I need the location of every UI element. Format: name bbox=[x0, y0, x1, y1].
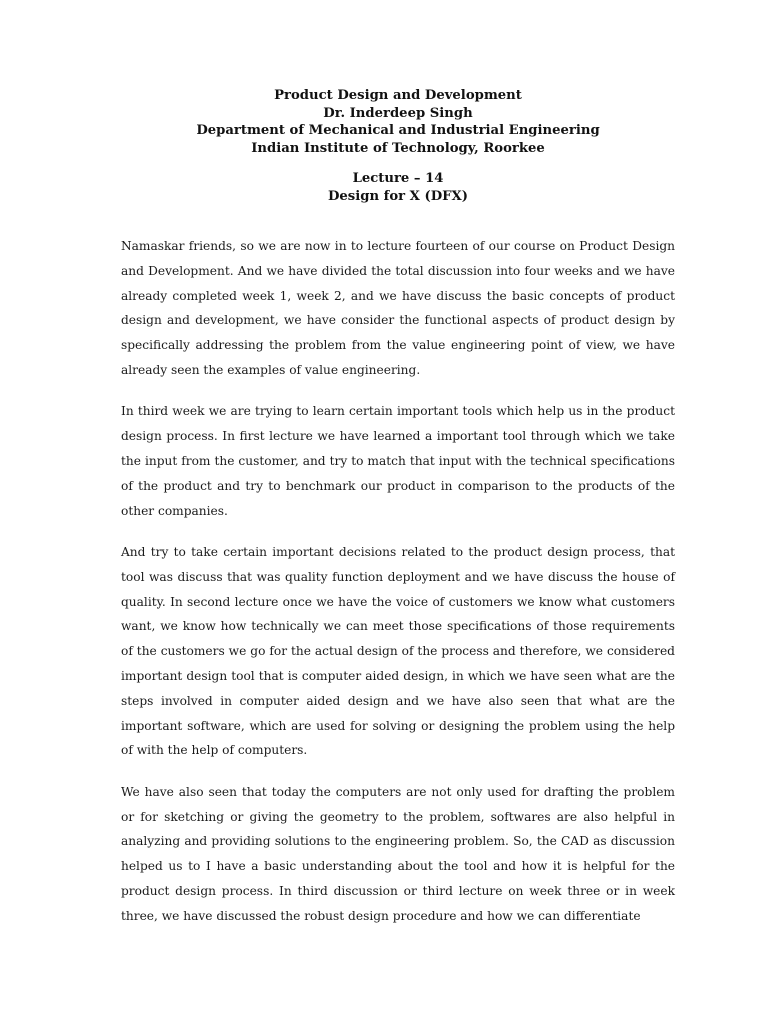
body-text bbox=[121, 234, 675, 945]
paragraph: And try to take certain important decisions related to the product design process, that tool was discuss that was quality function deployment and we have discuss the house of quality. In second lecture once we have the voice of customers we know what customers want, we know how technically we can meet those specifications of those requirements of the customers we go for the actual design of the process and therefore, we considered important design tool that is computer aided design, in which we have seen what are the steps involved in computer aided design and we have also seen that what are the important software, which are used for solving or designing the problem using the help of with the help of computers. bbox=[121, 544, 675, 758]
lecture-number: Lecture – 14 bbox=[352, 171, 444, 186]
paragraph: In third week we are trying to learn certain important tools which help us in the product design process. In first lecture we have learned a important tool through which we take the input from the customer, and try to match that input with the technical specifications of the product and try to benchmark our product in comparison to the products of the other companies. bbox=[121, 404, 675, 518]
institute-name: Indian Institute of Technology, Roorkee bbox=[251, 140, 545, 156]
paragraph: We have also seen that today the computers are not only used for drafting the problem or for sketching or giving the geometry to the problem, softwares are also helpful in analyzing and providing solutions to the engineering problem. So, the CAD as discussion helped us to I have a basic understanding about the tool and how it is helpful for the product design process. In third discussion or third lecture on week three or in week three, we have discussed the robust design procedure and how we can differentiate bbox=[121, 784, 675, 923]
instructor-name: Dr. Inderdeep Singh bbox=[323, 105, 473, 121]
document-header bbox=[100, 87, 696, 157]
paragraph: Namaskar friends, so we are now in to lecture fourteen of our course on Product Design and Development. And we have divided the total discussion into four weeks and we have already completed week 1, week 2, and we have discuss the basic concepts of product design and development, we have consider the functional aspects of product design by specifically addressing the problem from the value engineering point of view, we have already seen the examples of value engineering. bbox=[121, 239, 675, 377]
lecture-heading bbox=[100, 170, 696, 205]
department-name: Department of Mechanical and Industrial Engineering bbox=[196, 123, 600, 139]
course-title: Product Design and Development bbox=[274, 88, 522, 103]
lecture-topic: Design for X (DFX) bbox=[327, 188, 468, 204]
